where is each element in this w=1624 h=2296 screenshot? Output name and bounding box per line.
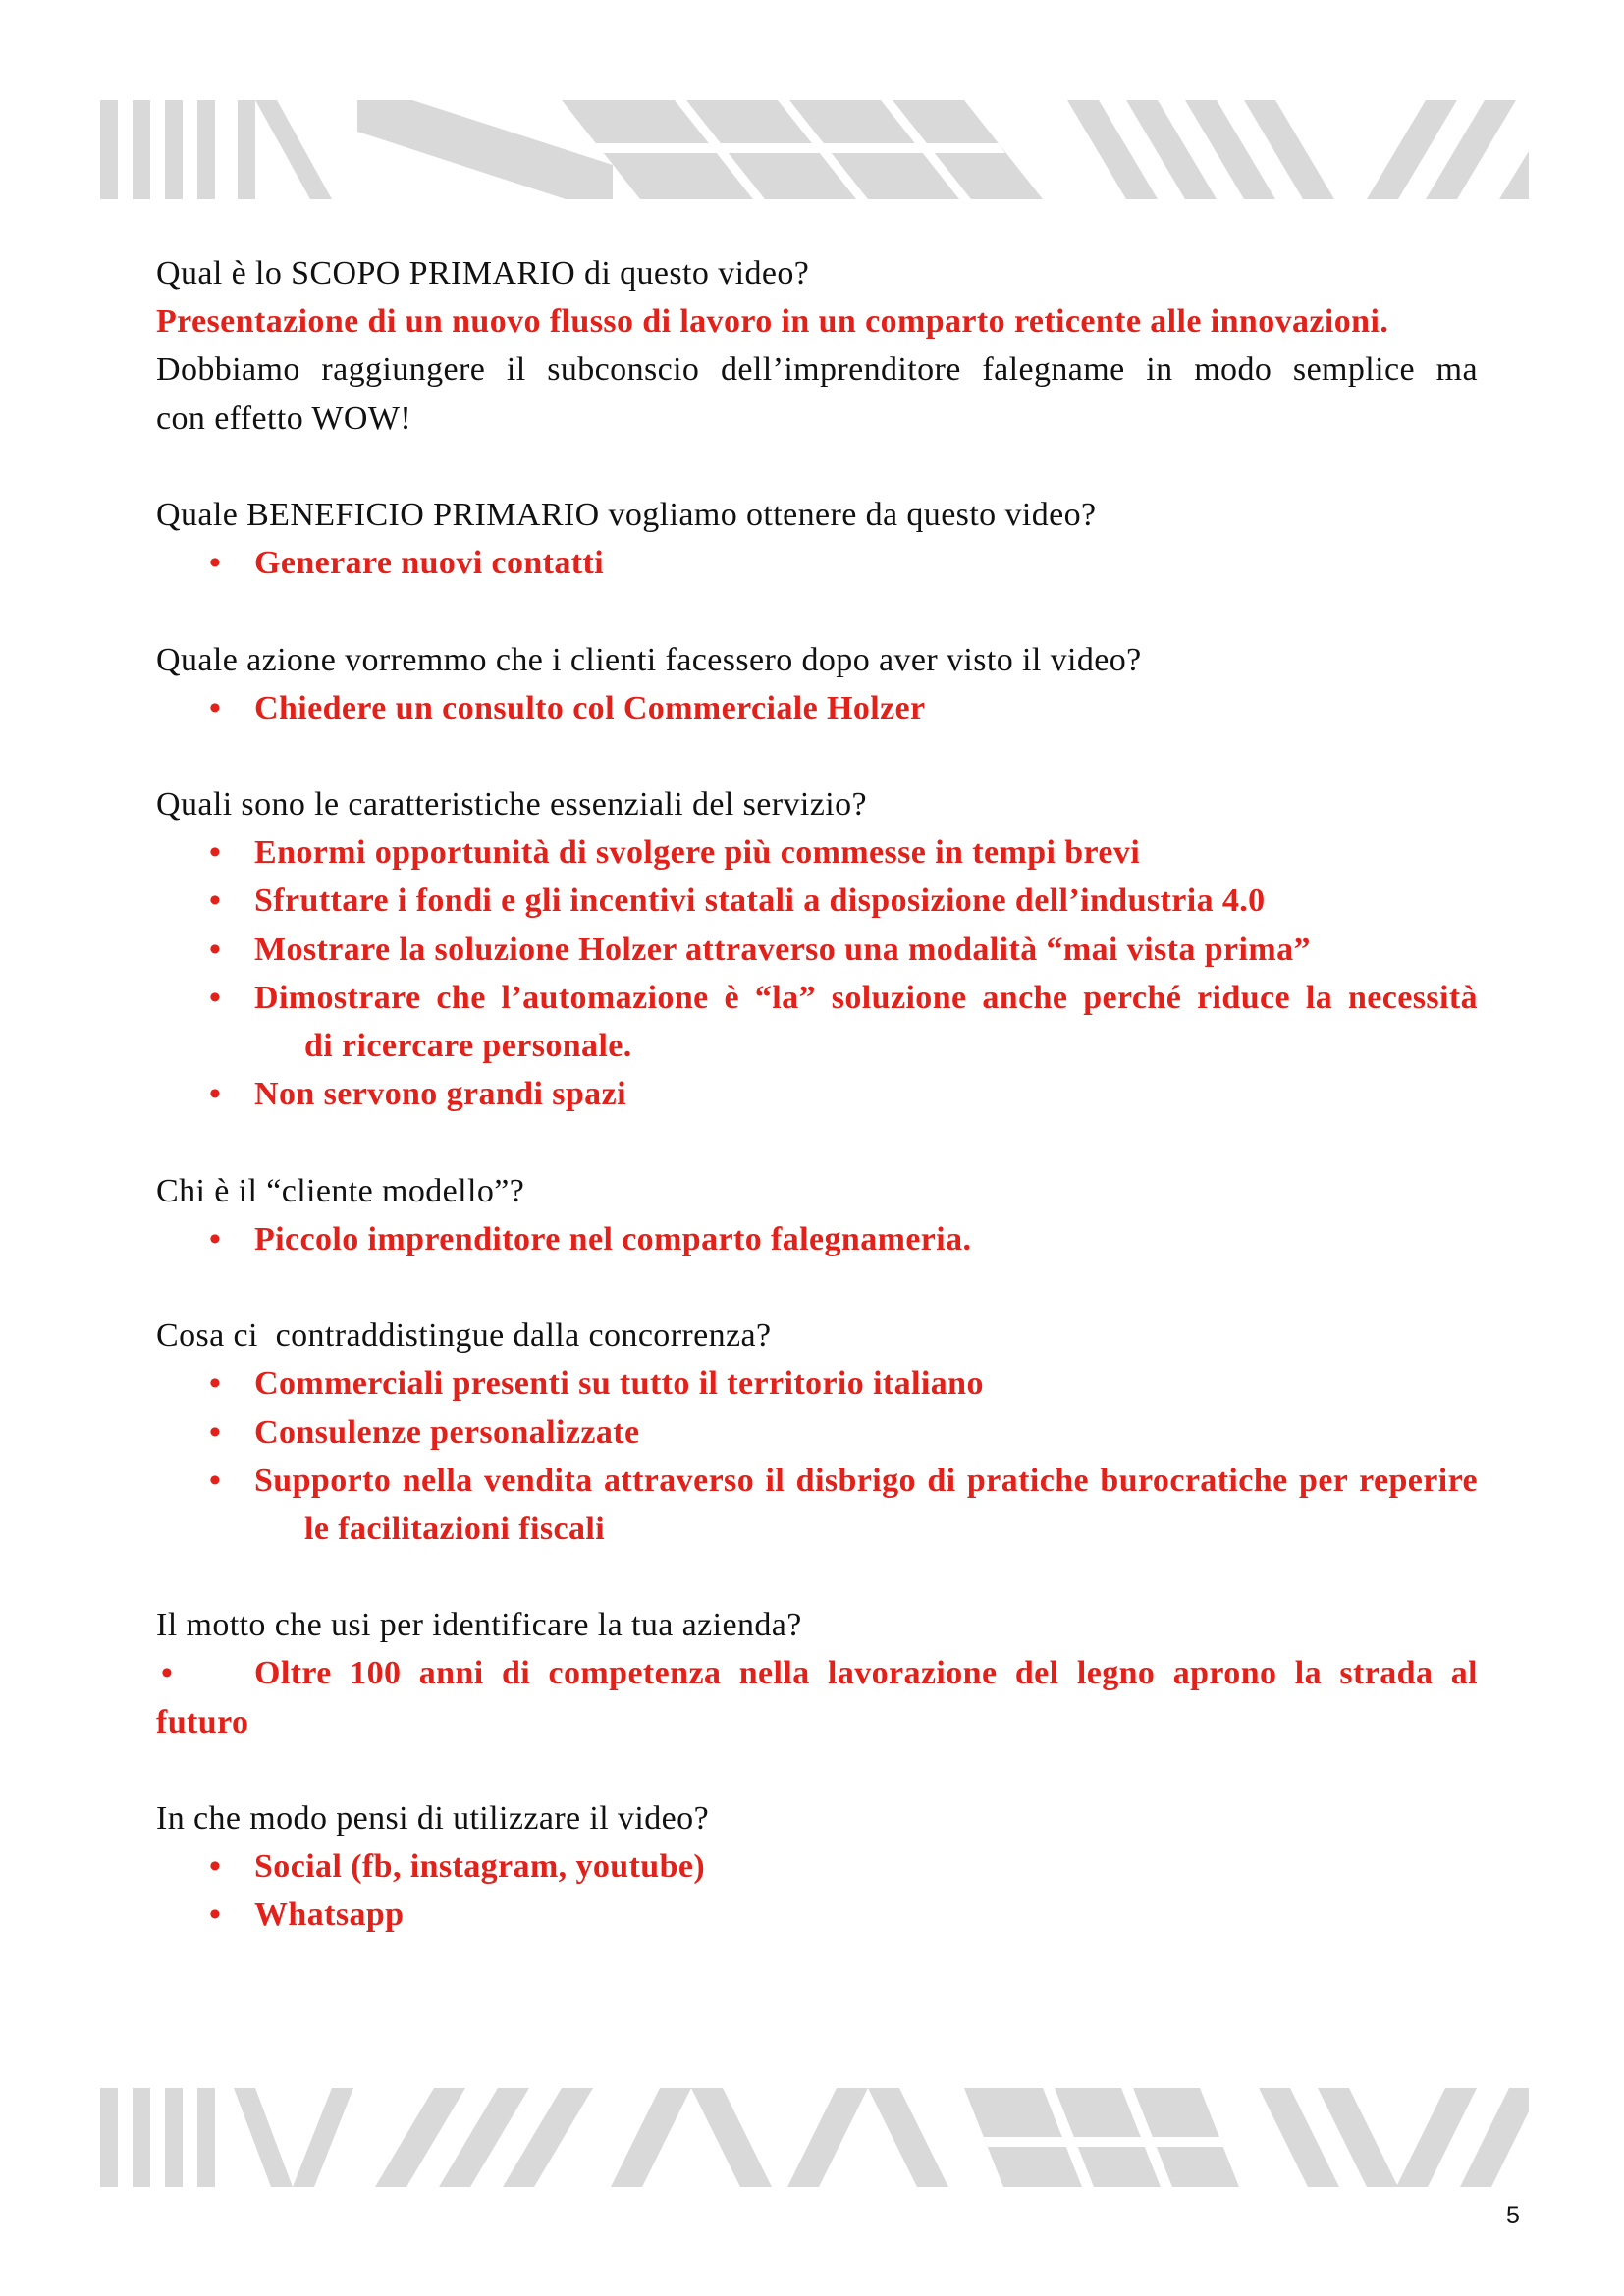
list-item-line — [156, 1457, 1478, 1505]
bullet-marker: • — [209, 1848, 222, 1886]
list-item — [156, 926, 1478, 974]
bullet-marker: • — [209, 931, 222, 968]
question: Quale azione vorremmo che i clienti facessero dopo aver visto il video? — [156, 641, 1142, 678]
bullet-marker: • — [209, 1076, 222, 1113]
list-item-continuation: le facilitazioni fiscali — [304, 1510, 606, 1547]
list-item-text: Oltre 100 anni di competenza nella lavorazione del legno aprono la strada al — [254, 1655, 1478, 1692]
banner-cut — [984, 2137, 1223, 2147]
section-motto — [156, 1601, 1478, 1746]
paragraph-line: con effetto WOW! — [156, 400, 412, 437]
banner-stripe — [1396, 2088, 1477, 2187]
bullet-marker: • — [209, 1220, 222, 1257]
answer: Presentazione di un nuovo flusso di lavoro in un comparto reticente alle innovazioni. — [156, 303, 1389, 341]
list-item — [156, 1360, 1478, 1408]
list-item-text: Social (fb, instagram, youtube) — [254, 1848, 706, 1886]
bullet-marker: • — [209, 882, 222, 920]
list-item-text: Whatsapp — [254, 1896, 405, 1934]
list-item — [156, 828, 1478, 877]
banner-stripes — [100, 100, 1529, 199]
bullet-marker: • — [209, 1462, 222, 1499]
banner-stripe — [293, 2088, 353, 2187]
section-scopo-primario — [156, 249, 1478, 443]
banner-stripes — [100, 2088, 1529, 2187]
banner-stripe — [100, 100, 118, 199]
banner-stripe — [197, 2088, 215, 2187]
banner-stripe — [611, 2088, 691, 2187]
list-item-text: Non servono grandi spazi — [254, 1076, 626, 1113]
list-item — [156, 684, 1478, 732]
list-item-text: Supporto nella vendita attraverso il disbrigo di pratiche burocratiche per reperire — [254, 1462, 1478, 1499]
bullet-marker: • — [209, 545, 222, 582]
list-item — [156, 1215, 1478, 1263]
banner-stripe — [238, 100, 255, 199]
banner-stripe — [100, 2088, 118, 2187]
list-item-line — [156, 974, 1478, 1022]
list-item-text: Consulenze personalizzate — [254, 1414, 640, 1451]
section-cliente-modello — [156, 1167, 1478, 1263]
bullet-marker: • — [209, 834, 222, 872]
list-item-text: Commerciali presenti su tutto il territorio italiano — [254, 1365, 984, 1403]
question: Il motto che usi per identificare la tua azienda? — [156, 1607, 802, 1644]
question: Quale BENEFICIO PRIMARIO vogliamo ottenere da questo video? — [156, 496, 1097, 533]
question: In che modo pensi di utilizzare il video? — [156, 1800, 710, 1837]
list-item-text: Dimostrare che l’automazione è “la” soluzione anche perché riduce la necessità — [254, 979, 1478, 1016]
banner-stripe — [255, 100, 332, 199]
bullet-marker: • — [209, 979, 222, 1016]
list-item-line — [156, 1649, 1478, 1697]
page-number: 5 — [1506, 2202, 1520, 2229]
list-item-text: Generare nuovi contatti — [254, 545, 605, 582]
question: Quali sono le caratteristiche essenziali del servizio? — [156, 786, 867, 824]
banner-stripe — [1460, 2088, 1529, 2187]
list-item-text: Piccolo imprenditore nel comparto falegnameria. — [254, 1220, 972, 1257]
banner-stripe — [133, 2088, 150, 2187]
list-item — [156, 1649, 1478, 1745]
list-item — [156, 539, 1478, 587]
list-item — [156, 1457, 1478, 1553]
bullet-marker: • — [209, 1365, 222, 1403]
footer-banner-icon — [100, 2088, 1529, 2187]
question: Cosa ci contraddistingue dalla concorrenza? — [156, 1317, 772, 1355]
section-caratteristiche — [156, 780, 1478, 1118]
list-item-text: Enormi opportunità di svolgere più commesse in tempi brevi — [254, 834, 1141, 872]
banner-stripe — [868, 2088, 948, 2187]
section-beneficio-primario — [156, 491, 1478, 587]
banner-cut — [596, 143, 1005, 153]
bullet-marker: • — [161, 1655, 174, 1692]
question: Qual è lo SCOPO PRIMARIO di questo video? — [156, 255, 810, 292]
banner-stripe — [133, 100, 150, 199]
section-concorrenza — [156, 1311, 1478, 1553]
list-item-text: Chiedere un consulto col Commerciale Holzer — [254, 689, 926, 726]
list-item-continuation: futuro — [156, 1703, 249, 1740]
banner-stripe — [165, 2088, 183, 2187]
list-item — [156, 974, 1478, 1070]
section-azione-clienti — [156, 636, 1478, 732]
document-body — [156, 249, 1478, 1940]
list-item-text: Sfruttare i fondi e gli incentivi statali a disposizione dell’industria 4.0 — [254, 882, 1266, 920]
bullet-marker: • — [209, 689, 222, 726]
bullet-marker: • — [209, 1414, 222, 1451]
paragraph-line: Dobbiamo raggiungere il subconscio dell’imprenditore falegname in modo semplice ma — [156, 351, 1478, 389]
banner-stripe — [787, 2088, 868, 2187]
bullet-marker: • — [209, 1896, 222, 1934]
list-item-text: Mostrare la soluzione Holzer attraverso una modalità “mai vista prima” — [254, 931, 1311, 968]
header-banner-icon — [100, 100, 1529, 199]
banner-stripe — [691, 2088, 772, 2187]
banner-stripe — [1499, 151, 1529, 199]
list-item — [156, 1842, 1478, 1891]
section-utilizzo-video — [156, 1794, 1478, 1940]
question: Chi è il “cliente modello”? — [156, 1172, 525, 1209]
list-item — [156, 1409, 1478, 1457]
banner-stripe — [234, 2088, 293, 2187]
banner-stripe — [197, 100, 215, 199]
list-item — [156, 1891, 1478, 1939]
list-item — [156, 877, 1478, 925]
list-item-continuation: di ricercare personale. — [304, 1028, 632, 1064]
banner-stripe — [165, 100, 183, 199]
list-item — [156, 1070, 1478, 1118]
